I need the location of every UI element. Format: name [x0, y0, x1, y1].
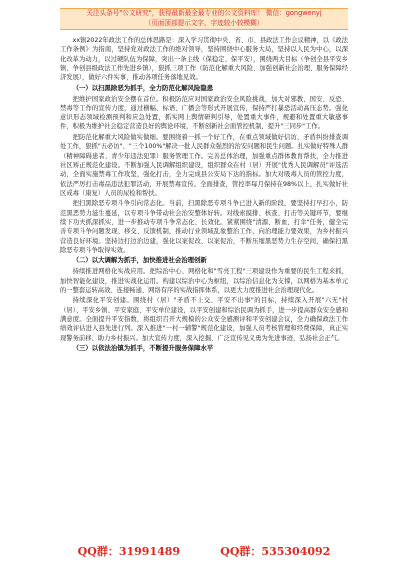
footer-contact — [0, 540, 408, 559]
qq-group-1: QQ群：31991489 — [77, 545, 181, 558]
section-heading-1: （一）以扫黑除恶为抓手，全力防范化解风险隐患 — [72, 83, 214, 92]
document-body — [60, 36, 348, 536]
intro-paragraph: xx镇2022年政法工作的总体思路是：深入学习贯彻中央、省、市、县政法工作会议精神，以《政法工作条例》为指南，坚持党对政法工作的绝对领导，坚持围绕中心服务大局，坚持以人民为中心，以深化改革为动力，以过硬队伍为保障，突出一条主线（保稳定、保平安），围绕两大目标（争创全县平安乡镇、争创县级政法工作先进乡镇），狠抓三项工作（防范化解重大风险、加强创新社会治理、服务保障经济发展），做好六件实事，推动各项任务落地见效。 — [60, 37, 348, 82]
section1-paragraph-3: 把扫黑除恶专项斗争引向常态化。当前，扫黑除恶专项斗争已进入新的阶段，要坚持打早打小，防范黑恶势力滋生蔓延，以专项斗争带动社会治安整体好转。对线索摸排、核查、打击等关键环节，要继续下功夫抓深抓实，进一步推动专项斗争常态化、长效化。紧紧围绕"清源、断血、打伞"任务，健全完善专项斗争问题发现、移交、反馈机制，推动行业领域乱象整治工作，向治理能力要效果，为乡村振兴营造良好环境。坚持边打边治边建，强化以案促改、以案促治，不断压缩黑恶势力生存空间，确保扫黑除恶专项斗争取得实效。 — [60, 200, 348, 254]
section-heading-3: （三）以依法治镇为抓手，不断提升服务保障水平 — [72, 344, 214, 353]
section1-paragraph-2: 把防范化解重大风险做实做细。要围绕着一抓一个好工作，在重点领域做好信访、矛盾纠纷排查调处工作，狠抓"五必访"、"三个100%"解决一批人民群众强烈的治安问题和民生问题。扎实做好特殊人群（精神障碍患者、青少年违法犯罪）服务管理工作。完善总体治理，加强重点群体教育帮扶，全力推进社区矫正规范化建设。不断加强人民调解组织建设，组织群众在村（居）开展"优秀人民调解员"评选活动，全面实施禁毒工作攻坚，强化打击，全力完成县公安局下达的指标。加大对吸毒人员的管控力度，依法严厉打击毒品违法犯罪活动，开展禁毒宣传。全面排查，管控率每月保持在98%以上，扎实做好社区戒毒（康复）人员的尿检和帮扶。 — [60, 133, 348, 197]
section2-paragraph-2: 持续深化平安创建。围绕村（居）"矛盾不上交、平安不出事"的目标，持续深入开展"六无"村（居）、平安乡镇、平安家庭、平安单位建设，以平安创建和综治民调为抓手，进一步提高群众安全感和满意度。全面提升平安指数，将组织召开大规模的公众安全感测评和平安创建会议，全力确保政法工作绩效评估进入县先进行列。深入推进"一村一辅警"规范化建设，加强人员考核管理和经费保障，真正实现警务前移、助力乡村振兴。加大宣传力度，深入挖掘、广泛宣传见义勇为先进事迹，弘扬社会正气。 — [60, 297, 348, 342]
promo-banner-line-2: （页面顶部提示文字，字迹较小较模糊） — [144, 18, 264, 27]
section1-paragraph-1: 把维护国家政治安全摆在首位。积极防范应对国家政治安全风险挑战，加大对邪教、国安、反恐、禁毒等工作的宣传力度，通过横幅、标语、广播会等形式开展宣传，保持严打暴恐活动高压态势。强化意识形态领域检测预判和应急处置，抓实网上舆情研判引导，处置重大事件，规避和处置重大敏感事件，积极为维护社会稳定营造良好的舆论环境，不断创新社会面管控机制，提升"三同步"工作。 — [60, 95, 348, 131]
qq-group-2: QQ群：535304092 — [220, 545, 331, 558]
promo-banner — [60, 8, 348, 30]
section2-paragraph-1: 持续推进网格化实战应用。把综治中心、网格化和"雪亮工程"三项建设作为重要的民生工程来抓，加快智能化建设，推进实战化运用。构建以综治中心为枢纽，以综治信息化为支撑，以网格为基本单元的一整套运转高效、连接畅通、网络有序的实战指挥体系，以更大力度推进社会治理现代化。 — [60, 268, 348, 294]
promo-banner-line-1: 关注头条号"公文研究"，获得最新最全最专业的公文资料库！ 微信：gongwenyj — [86, 9, 322, 17]
section-heading-2: （二）以大调解为抓手，加快推进社会治理创新 — [72, 256, 207, 265]
